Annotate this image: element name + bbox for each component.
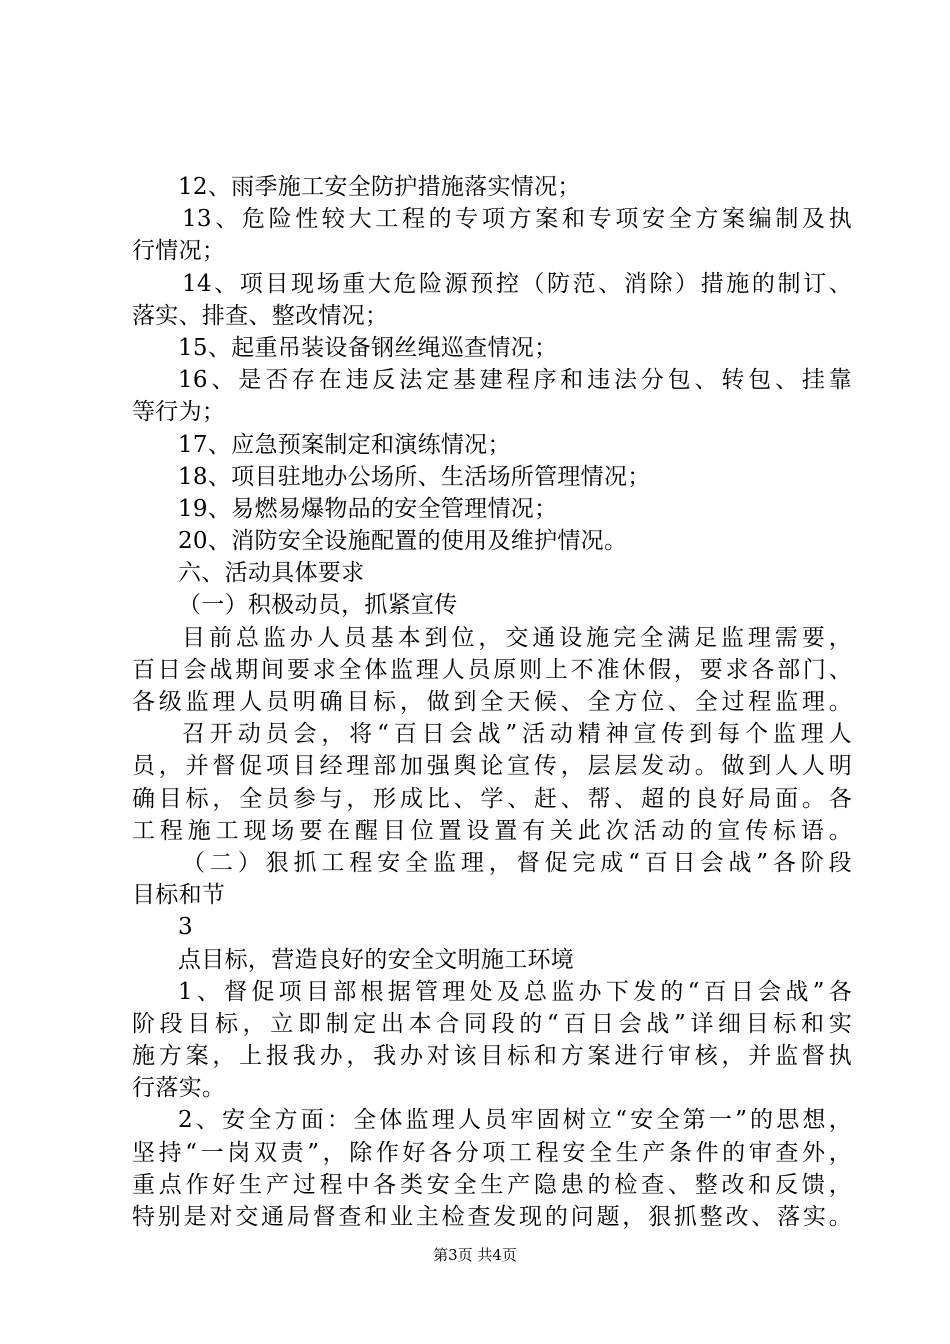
text-line: 百日会战期间要求全体监理人员原则上不准休假，要求各部门、 (132, 656, 852, 683)
text-line: 16、是否存在违反法定基建程序和违法分包、转包、挂靠 (178, 367, 852, 394)
subsection-heading: （二）狠抓工程安全监理，督促完成“百日会战”各阶段 (182, 849, 852, 876)
text-line: 12、雨季施工安全防护措施落实情况； (178, 174, 581, 200)
section-heading: 六、活动具体要求 (178, 560, 365, 587)
text-line: 15、起重吊装设备钢丝绳巡查情况； (178, 334, 558, 361)
text-line: 确目标，全员参与，形成比、学、赶、帮、超的良好局面。各 (132, 785, 852, 812)
text-line: 点目标，营造良好的安全文明施工环境 (178, 946, 575, 973)
text-line: 20、消防安全设施配置的使用及维护情况。 (178, 528, 628, 555)
text-line: 13、危险性较大工程的专项方案和专项安全方案编制及执 (182, 206, 852, 233)
text-line: 阶段目标，立即制定出本合同段的“百日会战”详细目标和实 (132, 1010, 852, 1037)
page-footer: 第3页 共4页 (433, 1246, 517, 1264)
text-line: 17、应急预案制定和演练情况； (178, 431, 511, 458)
text-line: 目标和节 (132, 882, 226, 909)
text-line: 18、项目驻地办公场所、生活场所管理情况； (178, 463, 651, 490)
text-line: 行情况； (132, 238, 226, 265)
text-line: 目前总监办人员基本到位，交通设施完全满足监理需要， (182, 624, 852, 651)
text-line: 2、安全方面：全体监理人员牢固树立“安全第一”的思想， (178, 1107, 852, 1134)
text-line: 特别是对交通局督查和业主检查发现的问题，狠抓整改、落实。 (132, 1204, 852, 1230)
text-line: 召开动员会，将“百日会战”活动精神宣传到每个监理人 (182, 721, 852, 748)
text-line: 1、督促项目部根据管理处及总监办下发的“百日会战”各 (178, 978, 852, 1005)
text-line: 施方案，上报我办，我办对该目标和方案进行审核，并监督执 (132, 1043, 852, 1070)
subsection-heading: （一）积极动员，抓紧宣传 (178, 592, 458, 619)
text-line: 落实、排查、整改情况； (132, 302, 389, 329)
text-line: 员，并督促项目经理部加强舆论宣传，层层发动。做到人人明 (132, 753, 852, 780)
text-line: 重点作好生产过程中各类安全生产隐患的检查、整改和反馈， (132, 1171, 852, 1198)
inline-page-number: 3 (178, 914, 193, 941)
text-line: 19、易燃易爆物品的安全管理情况； (178, 495, 558, 522)
text-line: 行落实。 (132, 1075, 226, 1102)
text-line: 各级监理人员明确目标，做到全天候、全方位、全过程监理。 (132, 689, 852, 715)
text-line: 坚持“一岗双责”，除作好各分项工程安全生产条件的审查外， (132, 1139, 852, 1166)
text-line: 14、项目现场重大危险源预控（防范、消除）措施的制订、 (182, 270, 852, 297)
document-body (132, 171, 852, 1233)
text-line: 工程施工现场要在醒目位置设置有关此次活动的宣传标语。 (132, 817, 852, 844)
text-line: 等行为； (132, 399, 226, 426)
